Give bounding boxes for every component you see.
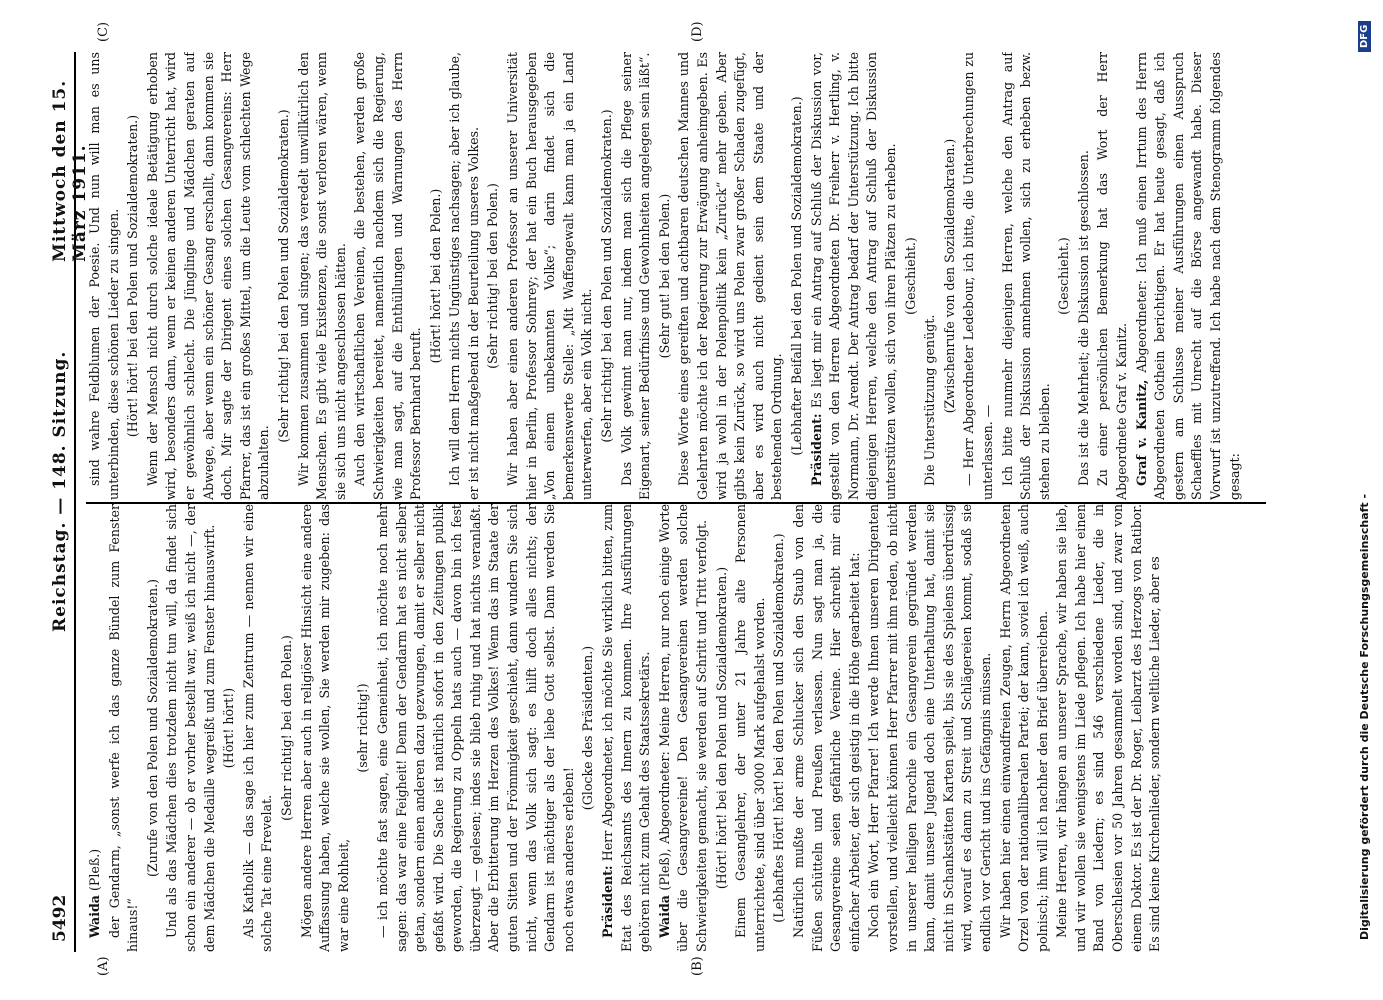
paragraph-text: Mögen andere Herren aber auch in religiöser Hinsicht eine andere Auffassung haben, welche sie wollen, Sie werden mir zugeben: das war eine Rohheit, xyxy=(298,504,351,952)
paragraph-text: (Sehr gut! bei den Polen.) xyxy=(656,193,672,359)
paragraph xyxy=(675,52,787,500)
paragraph xyxy=(618,52,655,500)
paragraph xyxy=(941,52,960,500)
paragraph-text: (sehr richtig!) xyxy=(355,683,371,773)
paragraph xyxy=(298,504,354,952)
paragraph-text: Noch ein Wort, Herr Pfarrer! Ich werde Ihnen unseren Dirigenten vorstellen, und vielleicht können Herr Pfarrer mit ihm reden, ob nicht in unserer heiligen Parochie ein Gesangverein gegründet werden kann, damit unsere Jugend doch eine Unterhaltung hat, damit sie nicht in Schankstätten Karten spielt, bis sie des Spielens überdrüssig wird, worauf es dann zu Streit und Schlägereien kommt, sodaß sie endlich vor Gericht und ins Gefängnis müssen. xyxy=(866,504,993,952)
paragraph xyxy=(504,52,597,500)
paragraph xyxy=(1094,52,1131,500)
speaker-name: Waida xyxy=(87,895,102,938)
paragraph-text: Ich bitte nunmehr diejenigen Herren, welche den Antrag auf Schluß der Diskussion annehmen wollen, sich zu erheben bezw. stehen zu bleiben. xyxy=(999,52,1052,500)
paragraph xyxy=(960,52,997,500)
dfg-logo: DFG xyxy=(1358,21,1371,52)
paragraph-text: Zu einer persönlichen Bemerkung hat das Wort der Herr Abgeordnete Graf v. Kanitz. xyxy=(1095,52,1130,500)
paragraph-text: (Hört! hört! bei den Polen und Sozialdemokraten.) xyxy=(125,114,141,438)
paragraph xyxy=(808,52,901,500)
paragraph xyxy=(163,504,219,952)
paragraph xyxy=(770,504,789,952)
paragraph xyxy=(599,504,655,952)
paragraph-text: — Herr Abgeordneter Ledebour, ich bitte, die Unterbrechungen zu unterlassen. — xyxy=(961,52,995,500)
paragraph xyxy=(446,52,483,500)
paragraph-text: Auch den wirtschaftlichen Vereinen, die bestehen, werden große Schwierigkeiten bereitet, namentlich nachdem sich die Regierung, wie man sagt, auf die Enthüllungen und Warnungen des Herrn Professor Bernhard beruft. xyxy=(352,52,424,500)
paragraph xyxy=(732,504,769,952)
paragraph xyxy=(921,52,940,500)
paragraph xyxy=(295,52,351,500)
paragraph xyxy=(354,504,373,952)
paragraph xyxy=(144,504,163,952)
paragraph-text: Herr Abgeordneter, ich möchte Sie wirklich bitten, zum Etat des Reichsamts des Innern zu kommen. Ihre Ausführungen gehören nicht zum Gehalt des Staatssekretärs. xyxy=(600,504,653,952)
paragraph-text: (Sehr richtig! bei den Polen.) xyxy=(485,183,501,369)
paragraph-text: Wir haben aber einen anderen Professor an unserer Universität hier in Berlin, Professor Sohnrey; der hat ein Buch herausgegeben „Von einem unbekannten Volke“; darin findet sich die bemerkenswerte Stelle: „Mit Waffengewalt kann man ja ein Land unterwerfen, aber ein Volk nicht. xyxy=(505,52,595,500)
paragraph-text: Diese Worte eines gereiften und achtbaren deutschen Mannes und Gelehrten möchte ich der Regierung zur Erwägung anheimgeben. Es wird ja wohl in der Polenpolitik kein „Zurück“ mehr geben. Aber gibts kein Zurück, so wird uns Polen zwar großer Schaden zugefügt, aber es wird auch nicht gedient sein dem Staate und der bestehenden Ordnung. xyxy=(676,52,785,500)
paragraph-text: (Lebhafter Beifall bei den Polen und Sozialdemokraten.) xyxy=(788,96,804,456)
paragraph-text: (Hört! hört!) xyxy=(221,687,237,769)
paragraph-text: (Sehr richtig! bei den Polen und Sozialdemokraten.) xyxy=(275,109,291,443)
paragraph-text: Die Unterstützung genügt. xyxy=(922,314,938,486)
paragraph xyxy=(351,52,425,500)
paragraph xyxy=(999,52,1055,500)
paragraph-text: (Geschieht.) xyxy=(1056,237,1072,315)
session-date: Mittwoch den 15. März 1911. xyxy=(50,79,90,262)
paragraph xyxy=(865,504,995,952)
paragraph-text: Abgeordneter: Ich muß einen Irrtum des Herrn Abgeordneten Gothein berichtigen. Er hat heute gesagt, daß ich gestern am Schlusse meiner Ausführungen einen Ausspruch Schaeffles mit Unrecht auf die Börse angewandt habe. Dieser Vorwurf ist unzutreffend. Ich habe nach dem Stenogramm folgendes gesagt: xyxy=(1133,52,1242,500)
speaker-name: Waida xyxy=(656,895,672,938)
text-column-right xyxy=(86,52,1266,500)
paragraph xyxy=(997,504,1053,952)
paragraph xyxy=(144,52,274,500)
paragraph-text: Es liegt mir ein Antrag auf Schluß der Diskussion vor, gestellt von den Herren Abgeordneten Dr. Freiherr v. Hertling, v. Normann, Dr. Arendt. Der Antrag bedarf der Unterstützung. Ich bitte diejenigen Herren, welche den Antrag auf Schluß der Diskussion unterstützen wollen, sich von ihren Plätzen zu erheben. xyxy=(808,52,898,500)
paragraph-text: (Sehr richtig! bei den Polen.) xyxy=(278,635,294,821)
margin-mark-b: (B) xyxy=(690,956,705,976)
paragraph xyxy=(656,504,712,952)
margin-mark-c: (C) xyxy=(96,21,111,42)
paragraph-text: (Glocke des Präsidenten.) xyxy=(580,645,596,811)
paragraph-text: Das ist die Mehrheit; die Diskussion ist geschlossen. xyxy=(1075,150,1091,486)
paragraph-text: (Geschieht.) xyxy=(902,237,918,315)
paragraph-text: Natürlich mußte der arme Schlucker sich den Staub von den Füßen schütteln und Preußen verlassen. Nun sagt man ja, die Gesangvereine seien gefährliche Vereine. Hier schreibt mir ein einfacher Arbeiter, der sich geistig in die Höhe gearbeitet hat: xyxy=(790,504,862,952)
paragraph xyxy=(86,52,123,500)
paragraph xyxy=(484,52,503,500)
paragraph-text: (Hört! hört! bei den Polen und Sozialdemokraten.) xyxy=(713,566,729,890)
text-column-left xyxy=(86,504,1266,952)
paragraph-text: Meine Herren, wir hängen an unserer Sprache, wir haben sie lieb, und wir wollen sie wenigstens im Liede pflegen. Ich habe hier einen Band von Liedern; es sind 546 verschiedene Lieder, die in Oberschlesien vor 50 Jahren gesammelt worden sind, und zwar von einem Doktor. Es ist der Dr. Roger, Leibarzt des Herzogs von Ratibor. Es sind keine Kirchenlieder, sondern weltliche Lieder, aber es xyxy=(1054,504,1163,952)
running-head xyxy=(48,52,90,952)
column-divider xyxy=(86,503,1266,505)
paragraph-text: Ich will dem Herrn nichts Ungünstiges nachsagen; aber ich glaube, er ist nicht maßgebend in der Beurteilung unseres Volkes. xyxy=(447,52,481,500)
margin-mark-a: (A) xyxy=(96,956,111,976)
paragraph-text: (Sehr richtig! bei den Polen und Sozialdemokraten.) xyxy=(599,109,615,443)
paragraph xyxy=(579,504,598,952)
paragraph-text: Wir haben hier einen einwandfreien Zeugen, Herrn Abgeordneten Orzel von der nationalliberalen Partei; der kann, soviel ich weiß, auch polnisch; ihm will ich nachher den Brief überreichen. xyxy=(997,504,1050,952)
session-title: Reichstag. — 148. Sitzung. xyxy=(50,350,70,632)
paragraph-text: Wir kommen zusammen und singen; das veredelt unwillkürlich den Menschen. Es gibt viele Existenzen, die sonst verloren wären, wenn sie sich uns nicht angeschlossen hätten. xyxy=(295,52,348,500)
speaker-name: Präsident: xyxy=(808,413,824,486)
paragraph-text: — ich möchte fast sagen, eine Gemeinheit, ich möchte noch mehr sagen: das war eine Feigheit! Denn der Gendarm hat es nicht selber getan, sondern einen anderen dazu gezwungen, damit er selber nicht gefaßt wird. Die Sache ist natürlich sofort in den Zeitungen publik geworden, die Regierung zu Oppeln hats auch — davon bin ich fest überzeugt — gelesen; indes sie blieb ruhig und hat nichts veranlaßt. Aber die Erbitterung im Herzen des Volkes! Wenn das im Staate der guten Sitten und der Frömmigkeit geschieht, dann wundern Sie sich nicht, wenn das Volk sich sagt: es hilft doch alles nichts; der Gendarm ist mächtiger als der liebe Gott selbst. Dann werden Sie noch etwas anderes erleben! xyxy=(374,504,576,952)
paragraph xyxy=(790,504,864,952)
paragraph xyxy=(106,504,143,952)
speaker-name: Präsident: xyxy=(600,865,616,938)
paragraph xyxy=(1075,52,1094,500)
paragraph xyxy=(220,504,239,952)
paragraph-text: Einem Gesanglehrer, der unter 21 Jahre alte Personen unterrichtete, sind über 3000 Mark aufgehalst worden. xyxy=(733,504,767,952)
digitization-credit: Digitalisierung gefördert durch die Deutsche Forschungsgemeinschaft - xyxy=(1358,493,1371,940)
paragraph-text: Das Volk gewinnt man nur, indem man sich die Pflege seiner Eigenart, seiner Bedürfnisse und Gewohnheiten angelegen sein läßt“. xyxy=(618,52,653,500)
paragraph xyxy=(278,504,297,952)
paragraph xyxy=(1053,504,1165,952)
paragraph-text: (Hört! hört! bei den Polen.) xyxy=(427,188,443,364)
paragraph xyxy=(902,52,921,500)
paragraph-text: (Zurufe von den Polen und Sozialdemokraten.) xyxy=(144,578,160,878)
paragraph xyxy=(1055,52,1074,500)
paragraph xyxy=(713,504,732,952)
paragraph-text: (Pleß), Abgeordneter: Meine Herren, nur noch einige Worte über die Gesangvereine! Den Gesangvereinen werden solche Schwierigkeiten gemacht, sie werden auf Schritt und Tritt verfolgt. xyxy=(656,504,709,952)
paragraph xyxy=(86,504,105,952)
paragraph-text: sind wahre Feldblumen der Poesie. Und nun will man es uns unterbinden, diese schönen Lieder zu singen. xyxy=(87,52,121,500)
paragraph xyxy=(1133,52,1245,500)
paragraph xyxy=(240,504,277,952)
margin-mark-d: (D) xyxy=(690,21,705,42)
paragraph xyxy=(598,52,617,500)
paragraph xyxy=(427,52,446,500)
paragraph-text: (Pleß.) xyxy=(87,848,102,896)
paragraph-text: Und als das Mädchen dies trotzdem nicht tun will, da findet sich schon ein anderer — ob er vorher bestellt war, weiß ich nicht —, der dem Mädchen die Medaille wegreißt und zum Fenster hinauswirft. xyxy=(164,504,217,952)
paragraph-text: Als Katholik — das sage ich hier zum Zentrum — nennen wir eine solche Tat eine Frevelat. xyxy=(240,504,275,952)
paragraph xyxy=(124,52,143,500)
paragraph xyxy=(374,504,579,952)
paragraph xyxy=(788,52,807,500)
paragraph-text: Wenn der Mensch nicht durch solche ideale Betätigung erhoben wird, besonders dann, wenn er keinen anderen Unterricht hat, wird er gewöhnlich schlecht. Die Jünglinge und Mädchen geraten auf Abwege, aber wenn ein schöner Gesang erschallt, dann kommen sie doch. Mir sagte der Dirigent eines solchen Gesangvereins: Herr Pfarrer, das ist ein großes Mittel, um die Leute vom schlechten Wege abzuhalten. xyxy=(144,52,272,500)
paragraph-text: (Zwischenrufe von den Sozialdemokraten.) xyxy=(941,138,957,414)
paragraph xyxy=(275,52,294,500)
speaker-name: Graf v. Kanitz, xyxy=(1133,379,1149,486)
paragraph-text: der Gendarm, „sonst werfe ich das ganze Bündel zum Fenster hinaus!“ xyxy=(106,504,141,952)
paragraph-text: (Lebhaftes Hört! hört! bei den Polen und Sozialdemokraten.) xyxy=(771,533,787,923)
page-number: 5492 xyxy=(50,894,70,942)
paragraph xyxy=(656,52,675,500)
